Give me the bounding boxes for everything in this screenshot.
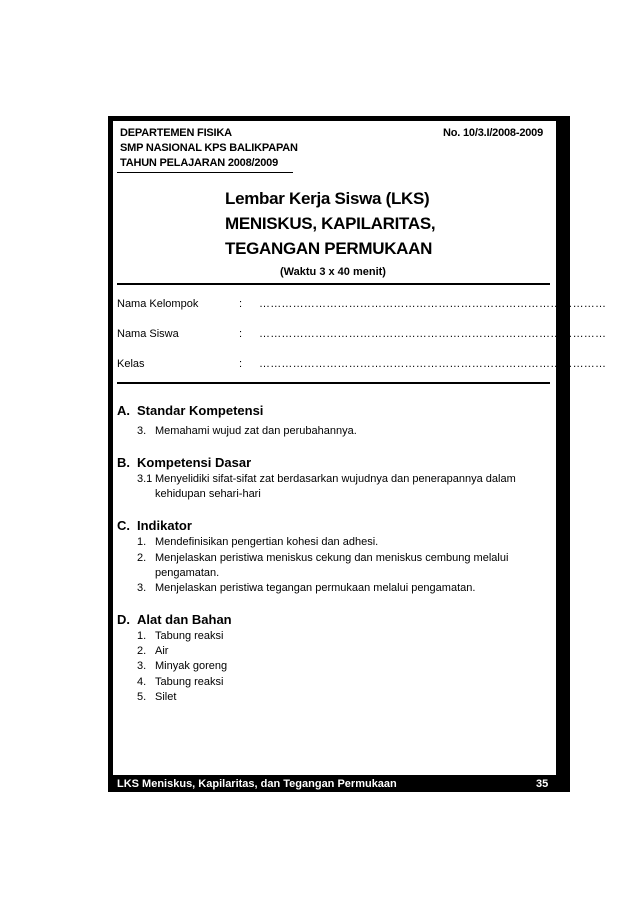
field-label: Kelas — [117, 358, 145, 370]
footer-title: LKS Meniskus, Kapilaritas, dan Tegangan Permukaan — [117, 778, 397, 790]
section-d-heading: D. Alat dan Bahan — [117, 612, 232, 627]
list-item: 1. Tabung reaksi — [137, 630, 224, 642]
topic-line-1: MENISKUS, KAPILARITAS, — [225, 214, 436, 233]
field-blank[interactable]: ………………………………………………………………………………… — [259, 298, 607, 310]
duration-label: (Waktu 3 x 40 menit) — [280, 266, 386, 278]
list-item-continuation: kehidupan sehari-hari — [155, 488, 261, 500]
field-colon: : — [239, 298, 243, 310]
department-name: DEPARTEMEN FISIKA — [120, 127, 232, 139]
list-item: 3. Memahami wujud zat dan perubahannya. — [137, 425, 357, 437]
list-item: 1. Mendefinisikan pengertian kohesi dan adhesi. — [137, 536, 379, 548]
field-colon: : — [239, 358, 243, 370]
title-divider — [117, 283, 550, 285]
list-item: 3. Menjelaskan peristiwa tegangan permukaan melalui pengamatan. — [137, 582, 476, 594]
topic-line-2: TEGANGAN PERMUKAAN — [225, 239, 433, 258]
section-a-heading: A. Standar Kompetensi — [117, 403, 264, 418]
list-item-continuation: pengamatan. — [155, 567, 220, 579]
section-c-heading: C. Indikator — [117, 518, 192, 533]
page-number: 35 — [536, 778, 549, 790]
field-blank[interactable]: ………………………………………………………………………………… — [259, 328, 607, 340]
field-blank[interactable]: ………………………………………………………………………………… — [259, 358, 607, 370]
form-divider — [117, 382, 550, 384]
list-item: 3.1 Menyelidiki sifat-sifat zat berdasarkan wujudnya dan penerapannya dalam — [137, 473, 516, 485]
field-label: Nama Kelompok — [117, 298, 199, 310]
field-label: Nama Siswa — [117, 328, 179, 340]
academic-year: TAHUN PELAJARAN 2008/2009 — [120, 157, 279, 169]
document-number: No. 10/3.I/2008-2009 — [443, 127, 543, 139]
field-colon: : — [239, 328, 243, 340]
list-item: 3. Minyak goreng — [137, 660, 228, 672]
list-item: 2. Menjelaskan peristiwa meniskus cekung dan meniskus cembung melalui — [137, 552, 509, 564]
school-name: SMP NASIONAL KPS BALIKPAPAN — [120, 142, 298, 154]
section-b-heading: B. Kompetensi Dasar — [117, 455, 252, 470]
document-title: Lembar Kerja Siswa (LKS) — [225, 189, 430, 208]
list-item: 5. Silet — [137, 691, 177, 703]
header-divider — [117, 172, 293, 173]
list-item: 2. Air — [137, 645, 169, 657]
list-item: 4. Tabung reaksi — [137, 676, 224, 688]
